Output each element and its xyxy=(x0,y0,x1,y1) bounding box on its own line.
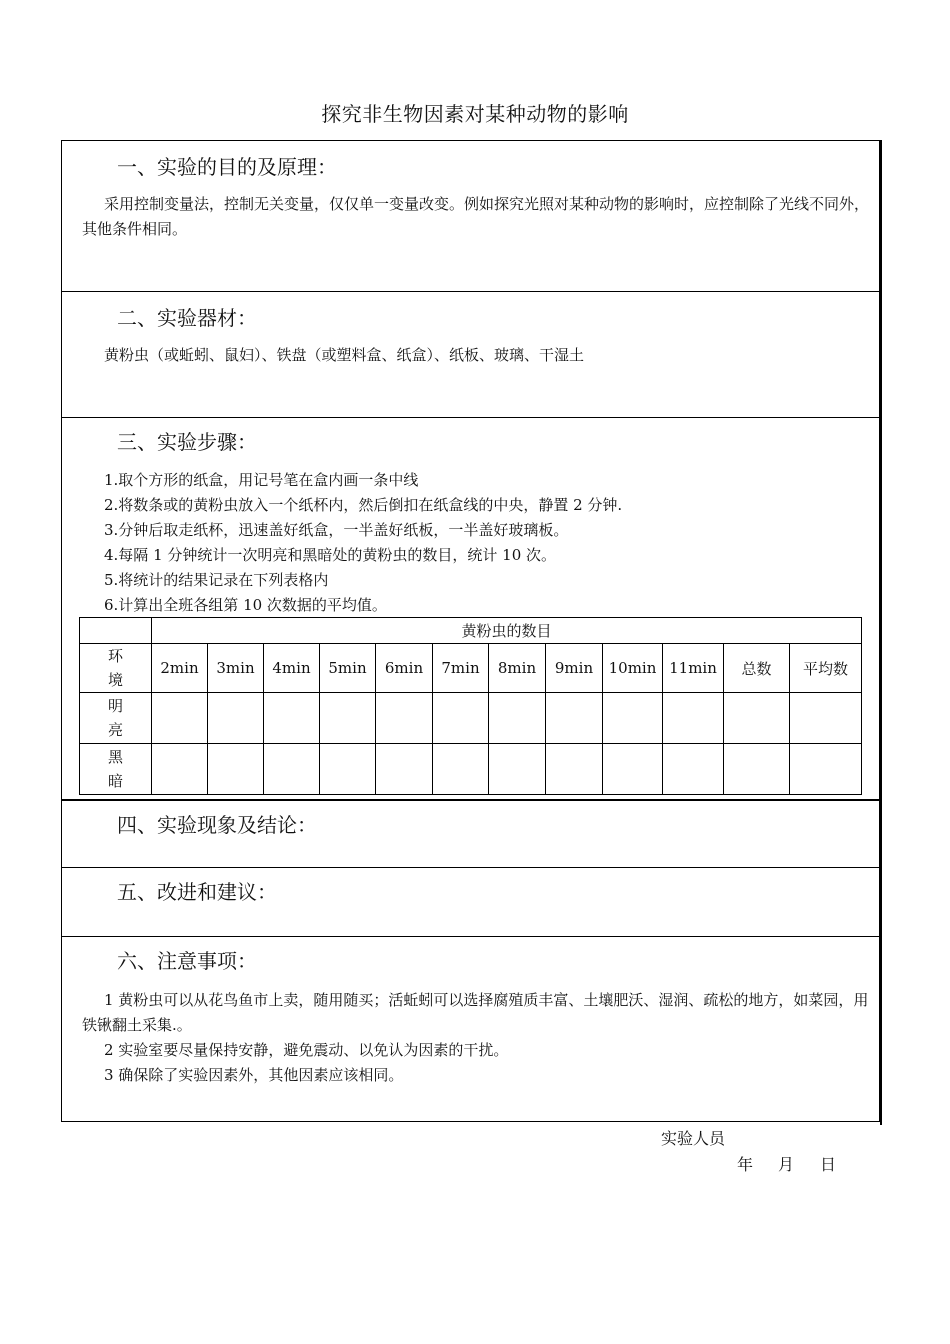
data-cell[interactable] xyxy=(433,744,489,795)
data-cell[interactable] xyxy=(208,693,264,744)
table-row xyxy=(80,693,862,744)
column-header: 7min xyxy=(433,644,489,693)
section-steps-heading: 三、实验步骤： xyxy=(117,430,257,454)
column-header: 4min xyxy=(264,644,320,693)
data-cell[interactable] xyxy=(724,693,790,744)
data-cell[interactable] xyxy=(546,744,603,795)
data-cell[interactable] xyxy=(376,744,433,795)
table-header-row xyxy=(80,618,862,644)
row-label-line1: 明 xyxy=(107,697,123,715)
step-item: 2.将数条或的黄粉虫放入一个纸杯内，然后倒扣在纸盒线的中央，静置 2 分钟. xyxy=(104,496,623,514)
data-cell[interactable] xyxy=(152,744,208,795)
step-item: 3.分钟后取走纸杯，迅速盖好纸盒，一半盖好纸板，一半盖好玻璃板。 xyxy=(104,521,569,539)
note-item: 1 黄粉虫可以从花鸟鱼市上卖，随用随买；活蚯蚓可以选择腐殖质丰富、土壤肥沃、湿润、疏松的地方，如菜园，用铁锹翻土采集.。 xyxy=(82,991,869,1034)
purpose-paragraph: 采用控制变量法，控制无关变量，仅仅单一变量改变。例如探究光照对某种动物的影响时，应控制除了光线不同外，其他条件相同。 xyxy=(82,195,870,238)
section-conclusion xyxy=(62,800,879,868)
report-form xyxy=(61,140,881,1122)
date-year: 年 xyxy=(737,1155,754,1174)
data-cell[interactable] xyxy=(603,693,663,744)
data-cell[interactable] xyxy=(663,744,724,795)
row-label-line2: 亮 xyxy=(107,721,123,739)
step-item: 6.计算出全班各组第 10 次数据的平均值。 xyxy=(104,596,387,614)
table-corner-cell xyxy=(80,618,152,644)
section-notes-heading: 六、注意事项： xyxy=(117,949,257,973)
step-item: 4.每隔 1 分钟统计一次明亮和黑暗处的黄粉虫的数目，统计 10 次。 xyxy=(104,546,557,564)
column-header: 3min xyxy=(208,644,264,693)
data-cell[interactable] xyxy=(320,744,376,795)
column-header: 8min xyxy=(489,644,546,693)
row-label-dark xyxy=(80,744,152,795)
row-label-line1: 黑 xyxy=(107,748,123,766)
data-cell[interactable] xyxy=(152,693,208,744)
data-cell[interactable] xyxy=(433,693,489,744)
section-suggestions-heading: 五、改进和建议： xyxy=(117,880,277,904)
column-header: 10min xyxy=(603,644,663,693)
date-day: 日 xyxy=(820,1155,837,1174)
column-header: 平均数 xyxy=(790,644,862,693)
table-column-row xyxy=(80,644,862,693)
data-cell[interactable] xyxy=(208,744,264,795)
data-cell[interactable] xyxy=(663,693,724,744)
column-header: 11min xyxy=(663,644,724,693)
env-header-line1: 环 xyxy=(107,647,123,665)
data-cell[interactable] xyxy=(790,744,862,795)
date-month: 月 xyxy=(778,1155,795,1174)
section-conclusion-heading: 四、实验现象及结论： xyxy=(117,813,317,837)
frame-edge xyxy=(880,140,882,1125)
column-header: 2min xyxy=(152,644,208,693)
section-materials-heading: 二、实验器材： xyxy=(117,306,257,330)
experimenter-label: 实验人员 xyxy=(661,1129,726,1148)
section-notes xyxy=(62,937,879,1123)
page-title: 探究非生物因素对某种动物的影响 xyxy=(321,102,629,126)
data-cell[interactable] xyxy=(489,693,546,744)
section-purpose-text xyxy=(82,192,869,242)
data-cell[interactable] xyxy=(790,693,862,744)
column-header: 9min xyxy=(546,644,603,693)
data-cell[interactable] xyxy=(376,693,433,744)
data-cell[interactable] xyxy=(264,693,320,744)
data-cell[interactable] xyxy=(546,693,603,744)
section-purpose-heading: 一、实验的目的及原理： xyxy=(117,155,337,179)
note-item: 2 实验室要尽量保持安静，避免震动、以免认为因素的干扰。 xyxy=(104,1041,509,1059)
row-label-bright xyxy=(80,693,152,744)
data-cell[interactable] xyxy=(489,744,546,795)
table-row xyxy=(80,744,862,795)
data-cell[interactable] xyxy=(320,693,376,744)
section-suggestions xyxy=(62,868,879,937)
data-cell[interactable] xyxy=(724,744,790,795)
count-table xyxy=(79,617,862,795)
table-group-header: 黄粉虫的数目 xyxy=(152,618,862,644)
section-purpose xyxy=(62,141,879,292)
column-header: 5min xyxy=(320,644,376,693)
env-header-line2: 境 xyxy=(107,671,123,689)
env-header-cell xyxy=(80,644,152,693)
step-item: 5.将统计的结果记录在下列表格内 xyxy=(104,571,329,589)
column-header: 总数 xyxy=(724,644,790,693)
column-header: 6min xyxy=(376,644,433,693)
section-materials xyxy=(62,292,879,418)
data-cell[interactable] xyxy=(603,744,663,795)
section-materials-text xyxy=(82,343,869,368)
notes-list xyxy=(82,988,869,1088)
row-label-line2: 暗 xyxy=(107,772,123,790)
note-item: 3 确保除了实验因素外，其他因素应该相同。 xyxy=(104,1066,404,1084)
step-item: 1.取个方形的纸盒，用记号笔在盒内画一条中线 xyxy=(104,471,419,489)
materials-paragraph: 黄粉虫（或蚯蚓、鼠妇）、铁盘（或塑料盒、纸盒）、纸板、玻璃、干湿土 xyxy=(104,346,585,364)
steps-list xyxy=(104,468,622,618)
data-cell[interactable] xyxy=(264,744,320,795)
